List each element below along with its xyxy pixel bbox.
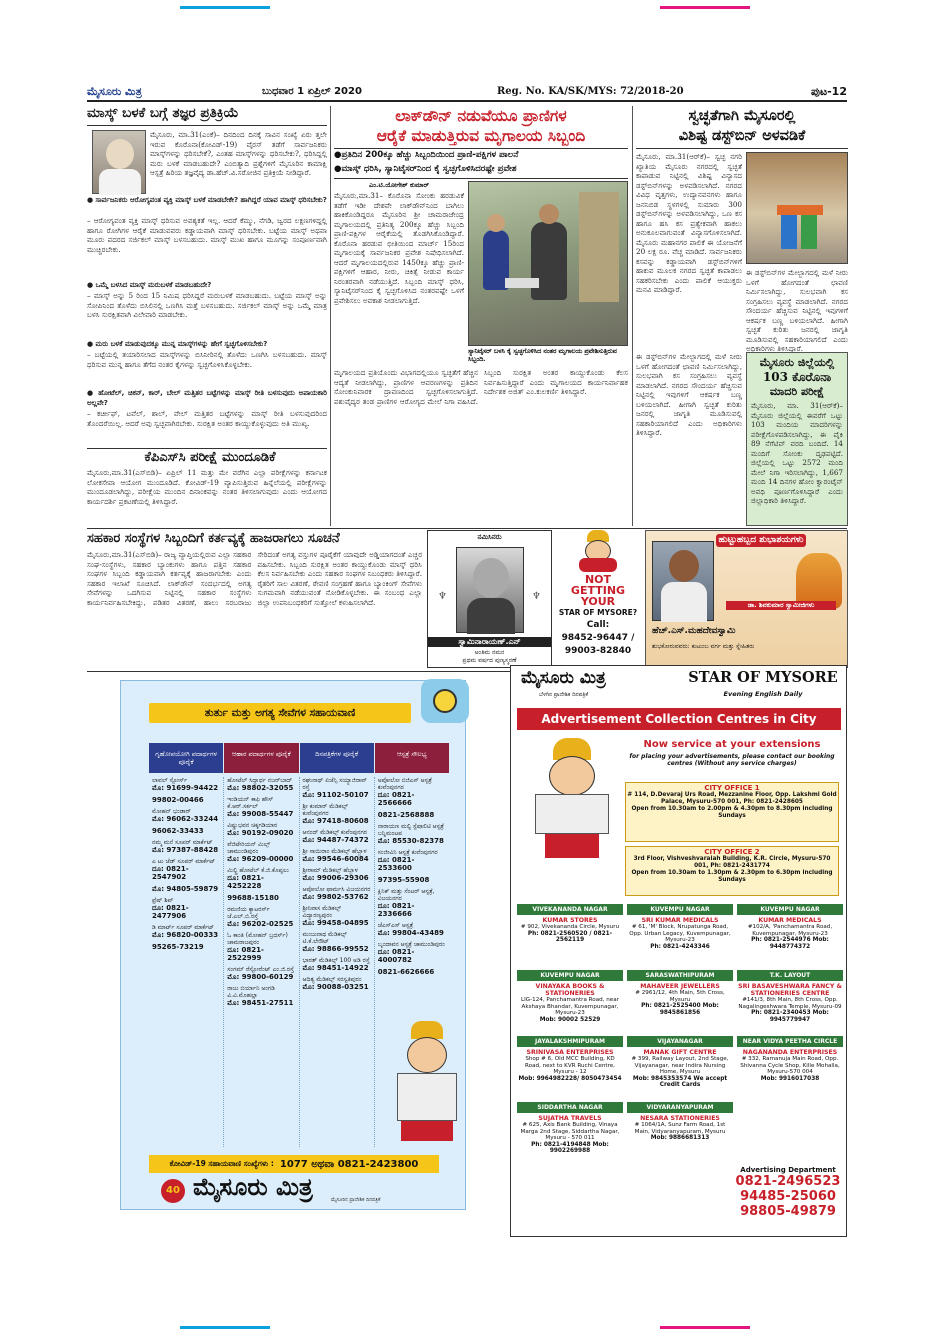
helpline-entry: [152, 827, 220, 835]
centre-addr: # 2961/12, 4th Main, 5th Cross, Mysuru: [635, 990, 725, 1003]
adv-dept-label: Advertising Department: [740, 1166, 836, 1174]
centre-name: VINAYAKA BOOKS & STATIONERIES: [535, 983, 605, 997]
mask-answer-2: – ಮಾಸ್ಕ್ ಅನ್ನು 5 ರಿಂದ 15 ನಿಮಿಷ ಧರಿಸಿದ್ದರೆ ಮರುಬಳಕೆ ಮಾಡಬಹುದು. ಬಟ್ಟೆಯ ಮಾಸ್ಕ್ ಅನ್ನು ಸೋಪಿನಿಂದ ತೊಳೆದು ಬಿಸಿಲಿನಲ್ಲಿ ಒಣಗಿಸಿ ಮತ್ತೆ ಬಳಸಬಹುದು. ಸರ್ಜಿಕಲ್ ಮಾಸ್ಕ್ ಅನ್ನು ಒಮ್ಮೆ ಮಾತ್ರ ಬಳಸಿ ಸುರಕ್ಷಿತವಾಗಿ ವಿಲೇವಾರಿ ಮಾಡಬೇಕು.: [87, 291, 327, 319]
centre-addr: #102/A, 'Panchamantra Road, Kuvempunagar, Mysuru-23: [747, 924, 833, 937]
centre-phone[interactable]: Ph: 0821-4194848 Mob: 9902269988: [531, 1141, 609, 1154]
centre-phone[interactable]: Ph: 0821-2340453 Mob: 9945779947: [751, 1010, 829, 1023]
obituary-name: ಸ್ವಾಮಿನಾರಾಯಣ್.ಎನ್: [428, 637, 551, 647]
helpline-entry-phone[interactable]: ಮೊ: 97387-88428: [152, 846, 219, 854]
helpline-entry: [303, 777, 371, 799]
centre-card: [627, 970, 733, 1034]
helpline-entry-phone[interactable]: ಮೊ: 98866-99552: [302, 945, 369, 953]
helpline-entry-name: ಮೋಹನ್ ಭಂಡಾರ್: [152, 808, 191, 815]
divider: [87, 125, 327, 126]
helpline-entry: [227, 966, 295, 981]
helpline-entry-phone[interactable]: ದೂ: 0821-4000782: [377, 948, 415, 964]
anniversary-badge: 40: [161, 1179, 185, 1203]
helpline-entry: [378, 968, 446, 976]
coop-text: ಮೈಸೂರು,ಮಾ.31(ಎಸ್‌ಬಿಡಿ)– ರಾಜ್ಯ ವ್ಯಾಪ್ತಿಯಲ್ಲಿರುವ ಎಲ್ಲಾ ಸಹಕಾರ ಸಂಘ-ಸಂಸ್ಥೆಗಳು, ಸಹಕಾರ ಬ್ಯಾಂಕುಗಳು ಹಾಗೂ ಪತ್ತಿನ ಸಹಕಾರ ಸಂಘಗಳ ಸಿಬ್ಬಂದಿ ಕಡ್ಡಾಯವಾಗಿ ಕರ್ತವ್ಯಕ್ಕೆ ಹಾಜರಾಗಬೇಕು ಎಂದು ಸಹಕಾರ ಇಲಾಖೆ ಸೂಚಿಸಿದೆ. ಲಾಕ್‌ಡೌನ್ ಸಂದರ್ಭದಲ್ಲಿ ಅಗತ್ಯ ಸೇವೆಗಳನ್ನು ಒದಗಿಸುವ ನಿಟ್ಟಿನಲ್ಲಿ ಸಹಕಾರ ಸಂಸ್ಥೆಗಳು ಕಾರ್ಯನಿರ್ವಹಿಸಬೇಕಿದ್ದು, ಪಡಿತರ ವಿತರಣೆ, ಹಾಲು ಸರಬರಾಜು ಸೇರಿದಂತೆ ಅಗತ್ಯ ವಸ್ತುಗಳ ಪೂರೈಕೆಗೆ ಯಾವುದೇ ಅಡ್ಡಿಯಾಗದಂತೆ ಎಚ್ಚರ ವಹಿಸಬೇಕು. ಸಿಬ್ಬಂದಿ ಸುರಕ್ಷಿತ ಅಂತರ ಕಾಯ್ದುಕೊಂಡು ಮಾಸ್ಕ್ ಧರಿಸಿ ಕೆಲಸ ನಿರ್ವಹಿಸಬೇಕು ಎಂದು ಸಹಕಾರ ಸಂಘಗಳ ನಿಬಂಧಕರು ತಿಳಿಸಿದ್ದಾರೆ. ರೈತರಿಗೆ ಸಾಲ ವಿತರಣೆ, ಠೇವಣಿ ಸಂಗ್ರಹಣೆ ಹಾಗೂ ಬ್ಯಾಂಕಿಂಗ್ ಸೇವೆಗಳು ಸುಗಮವಾಗಿ ನಡೆಯುವಂತೆ ನೋಡಿಕೊಳ್ಳಬೇಕು. ಈ ಸಂಬಂಧ ಎಲ್ಲಾ ಜಿಲ್ಲಾ ಉಪನಿಬಂಧಕರಿಗೆ ಸುತ್ತೋಲೆ ಕಳುಹಿಸಲಾಗಿದೆ.: [87, 550, 422, 607]
adv-dept-block: [733, 1166, 843, 1234]
helpline-title: ತುರ್ತು ಮತ್ತು ಅಗತ್ಯ ಸೇವೆಗಳ ಸಹಾಯವಾಣಿ: [204, 707, 356, 719]
helpline-entry-phone[interactable]: ಮೊ: 85530-82378: [377, 837, 444, 845]
centre-phone[interactable]: Ph: 0821-4243346: [650, 943, 710, 950]
centre-area: VIJAYANAGAR: [627, 1036, 733, 1047]
zoo-headline: [334, 106, 628, 146]
not-getting-ad: [555, 530, 641, 668]
helpline-entry-phone[interactable]: ದೂ: 0821-2522999: [227, 946, 264, 962]
helpline-entry-phone[interactable]: 95265-73219: [152, 943, 204, 951]
helpline-panel: [120, 680, 466, 1210]
kpsc-text: ಮೈಸೂರು,ಮಾ.31(ಎಸ್‌ಬಿಡಿ)– ಏಪ್ರಿಲ್ 11 ಮತ್ತು ಮೇ ವರೆಗಿನ ಎಲ್ಲಾ ಪರೀಕ್ಷೆಗಳನ್ನು ಕರ್ನಾಟಕ ಲೋಕಸೇವಾ ಆಯೋಗ ಮುಂದೂಡಿದೆ. ಕೋವಿಡ್-19 ವ್ಯಾಪಿಸುತ್ತಿರುವ ಹಿನ್ನೆಲೆಯಲ್ಲಿ ಪರೀಕ್ಷೆಗಳನ್ನು ಮುಂದೂಡಲಾಗಿದ್ದು, ಪರೀಕ್ಷೆಯ ಮುಂದಿನ ದಿನಾಂಕವನ್ನು ನಂತರ ತಿಳಿಸಲಾಗುವುದು ಎಂದು ಆಯೋಗದ ಕಾರ್ಯದರ್ಶಿ ಪ್ರಕಟಣೆಯಲ್ಲಿ ತಿಳಿಸಿದ್ದಾರೆ.: [87, 468, 327, 506]
helpline-column: [149, 777, 224, 1147]
not-getting-phone1: 98452-96447 /: [561, 633, 635, 643]
helpline-entry-phone[interactable]: ಮೊ: 96062-33244: [152, 815, 219, 823]
obituary-small: ಪ್ರಥಮ ವರ್ಷದ ಪುಣ್ಯಸ್ಮರಣೆ: [462, 657, 517, 664]
centre-card: [737, 970, 843, 1034]
helpline-entry-name: ಲಾವಲ್ ಸ್ಟೋರ್ಸ್: [152, 777, 188, 784]
helpline-entry-name: ಜೆಎಸ್‌ಎಸ್ ಆಸ್ಪತ್ರೆ: [377, 922, 414, 929]
divider: [87, 448, 327, 449]
dustbin-headline: [636, 106, 848, 146]
birthday-photo: [652, 541, 714, 621]
helpline-entry-name: ಆದಿತ್ಯ ಮೆಡಿಕಲ್ಸ್ ಸರಸ್ವತಿಪುರಂ: [302, 976, 362, 983]
centre-name: KUMAR MEDICALS: [758, 917, 822, 924]
helpline-entry-phone[interactable]: ಮೊ: 99458-04895: [302, 919, 369, 927]
birthday-title: ಹುಟ್ಟುಹಬ್ಬದ ಶುಭಾಶಯಗಳು: [716, 534, 806, 547]
zoo-deck-2: ●ಮಾಸ್ಕ್ ಧರಿಸಿ, ಸ್ಯಾನಿಟೈಸರ್‌ನಿಂದ ಕೈ ಸ್ವಚ್ಛಗೊಳಿಸಿದರಷ್ಟೇ ಪ್ರವೇಶ: [334, 164, 517, 174]
helpline-entry-name: ಶ್ರೀನಿವಾಸ ಮೆಡಿಕಲ್ಸ್ ವಿದ್ಯಾರಣ್ಯಪುರಂ: [302, 905, 342, 919]
covid-helpline-bar: [149, 1155, 439, 1173]
obituary-box: [427, 530, 552, 668]
helpline-entry: [303, 905, 371, 927]
city-office-1-hours: Open from 10.30am to 2.00pm & 4.30pm to 8.30pm including Sundays: [631, 806, 833, 820]
helpline-entry-phone[interactable]: ಮೊ: 97418-80608: [302, 817, 369, 825]
page-number: ಪುಟ-12: [810, 85, 847, 98]
helpline-entry-phone[interactable]: ಮೊ: 99008-55447: [227, 810, 294, 818]
centre-addr: # 902, Vivekananda Circle, Mysuru: [520, 924, 620, 930]
helpline-entry: [227, 841, 295, 863]
helpline-entry: [152, 885, 220, 893]
ad-logo-kn-sub: ಬೆಳಗಿನ ಪ್ರಾದೇಶಿಕ ದಿನಪತ್ರಿಕೆ: [539, 692, 589, 698]
helpline-entry: [378, 876, 446, 884]
helpline-entry-name: ಎ ಟು ಜೆಡ್ ಸೂಪರ್ ಮಾರ್ಕೆಟ್: [152, 858, 216, 865]
helpline-entry: [152, 808, 220, 823]
helpline-entry: [303, 931, 371, 953]
helpline-entry-name: ಮಂಜುನಾಥ ಮೆಡಿಕಲ್ಸ್ ಟಿ.ಕೆ.ಲೇಔಟ್: [302, 931, 347, 945]
city-office-2-title: CITY OFFICE 2: [704, 848, 760, 856]
helpline-entry-phone[interactable]: ಮೊ: 98451-27511: [227, 999, 294, 1007]
dustbin-text-2: ಈ ಡಸ್ಟ್‌ಬಿನ್‌ಗಳ ಮೇಲ್ಭಾಗದಲ್ಲಿ ಮಳೆ ನೀರು ಒಳಗೆ ಹೋಗದಂತೆ ಛಾವಣಿ ನಿರ್ಮಿಸಲಾಗಿದ್ದು, ಸುಲಭವಾಗಿ ಕಸ ಸಂಗ್ರಹಿಸಲು ವ್ಯವಸ್ಥೆ ಮಾಡಲಾಗಿದೆ. ನಗರದ ಸೌಂದರ್ಯ ಹೆಚ್ಚಿಸುವ ನಿಟ್ಟಿನಲ್ಲಿ ಇವುಗಳಿಗೆ ಆಕರ್ಷಕ ಬಣ್ಣ ಬಳಿಯಲಾಗಿದೆ. ಹೀಗಾಗಿ ಸ್ವಚ್ಛತೆ ಕುರಿತು ಜನರಲ್ಲಿ ಜಾಗೃತಿ ಮೂಡಿಸುವಲ್ಲಿ ಸಹಕಾರಿಯಾಗಲಿದೆ ಎಂದು ಅಧಿಕಾರಿಗಳು ತಿಳಿಸಿದ್ದಾರೆ.: [746, 268, 848, 352]
centre-name: SRINIVASA ENTERPRISES: [526, 1049, 614, 1056]
obituary-title: ನಮಿಸಿನರು: [477, 533, 502, 541]
helpline-entry-phone[interactable]: ದೂ: 0821-2336666: [377, 902, 415, 918]
not-getting-l1: NOT: [584, 573, 612, 586]
helpline-entry-name: ಆನಂದ್ ಮೆಡಿಕಲ್ಸ್ ಕುವೆಂಪುನಗರ: [302, 829, 367, 836]
helpline-entry-phone[interactable]: 99802-00466: [152, 796, 204, 804]
helpline-column: [300, 777, 375, 1147]
now-service-sub: for placing your advertisements, please contact our booking centres (Without any service charges): [629, 752, 835, 767]
helpline-entry: [152, 796, 220, 804]
helpline-entry-phone[interactable]: 0821-2568888: [377, 811, 435, 819]
zoo-text-b: ಮೃಗಾಲಯದ ಪ್ರತಿಯೊಂದು ವಿಭಾಗದಲ್ಲಿಯೂ ಸ್ವಚ್ಛತೆಗೆ ಹೆಚ್ಚಿನ ಆದ್ಯತೆ ನೀಡಲಾಗಿದ್ದು, ಪ್ರಾಣಿಗಳ ಆವರಣಗಳನ್ನು ಪ್ರತಿದಿನ ಸೋಂಕುನಿವಾರಕ ದ್ರಾವಣದಿಂದ ಸ್ವಚ್ಛಗೊಳಿಸಲಾಗುತ್ತಿದೆ. ಪಶುವೈದ್ಯರ ತಂಡ ಪ್ರಾಣಿಗಳ ಆರೋಗ್ಯದ ಮೇಲೆ ನಿಗಾ ವಹಿಸಿದೆ. ಸಿಬ್ಬಂದಿ ಸುರಕ್ಷಿತ ಅಂತರ ಕಾಯ್ದುಕೊಂಡು ಕೆಲಸ ನಿರ್ವಹಿಸುತ್ತಿದ್ದಾರೆ ಎಂದು ಮೃಗಾಲಯದ ಕಾರ್ಯನಿರ್ವಾಹಕ ನಿರ್ದೇಶಕ ಅಜಿತ್ ಎಂ.ಕುಲಕರ್ಣಿ ತಿಳಿಸಿದ್ದಾರೆ.: [334, 368, 628, 406]
city-office-2-addr: 3rd Floor, Vishveshvaraiah Building, K.R. Circle, Mysuru-570 001, Ph: 0821-2431774: [633, 856, 831, 870]
helpline-entry: [303, 848, 371, 863]
centre-card: [517, 1036, 623, 1100]
zoo-text-a: ಮೈಸೂರು,ಮಾ.31– ಕೊರೊನಾ ಸೋಂಕು ಹರಡುವಿಕೆ ತಡೆಗೆ ಇಡೀ ದೇಶವೇ ಲಾಕ್‌ಡೌನ್‌ನಿಂದ ಬಾಗಿಲು ಹಾಕಿಕೊಂಡಿದ್ದರೂ ಮೈಸೂರಿನ ಶ್ರೀ ಚಾಮರಾಜೇಂದ್ರ ಮೃಗಾಲಯದಲ್ಲಿ ಪ್ರತಿನಿತ್ಯ 200ಕ್ಕೂ ಹೆಚ್ಚು ಸಿಬ್ಬಂದಿ ಪ್ರಾಣಿ-ಪಕ್ಷಿಗಳ ಆರೈಕೆಯಲ್ಲಿ ತೊಡಗಿಸಿಕೊಂಡಿದ್ದಾರೆ. ಕೊರೊನಾ ಹರಡುವ ಭೀತಿಯಿಂದ ಮಾರ್ಚ್ 15ರಿಂದ ಮೃಗಾಲಯಕ್ಕೆ ಸಾರ್ವಜನಿಕರ ಪ್ರವೇಶ ನಿಷೇಧಿಸಲಾಗಿದೆ. ಆದರೆ ಮೃಗಾಲಯದಲ್ಲಿರುವ 1450ಕ್ಕೂ ಹೆಚ್ಚು ಪ್ರಾಣಿ-ಪಕ್ಷಿಗಳಿಗೆ ಆಹಾರ, ನೀರು, ಚಿಕಿತ್ಸೆ ನೀಡುವ ಕಾರ್ಯ ನಿರಂತರವಾಗಿ ನಡೆಯುತ್ತಿದೆ. ಸಿಬ್ಬಂದಿ ಮಾಸ್ಕ್ ಧರಿಸಿ, ಸ್ಯಾನಿಟೈಸರ್‌ನಿಂದ ಕೈ ಸ್ವಚ್ಛಗೊಳಿಸಿದ ನಂತರವಷ್ಟೇ ಒಳಗೆ ಪ್ರವೇಶಿಸಲು ಅವಕಾಶ ನೀಡಲಾಗುತ್ತಿದೆ.: [334, 191, 464, 305]
helpline-entry-phone[interactable]: ಮೊ: 98802-32055: [227, 784, 294, 792]
centre-card: [737, 1036, 843, 1100]
divider: [636, 148, 848, 149]
helpline-entry: [378, 823, 446, 845]
centre-card: [737, 904, 843, 968]
lamp-icon: ♆: [438, 591, 447, 602]
zoo-byline: ಎಂ.ಟಿ.ಯೋಗೇಶ್ ಕುಮಾರ್: [368, 181, 430, 189]
helpline-column: [224, 777, 299, 1147]
helpline-entry: [227, 906, 295, 928]
adv-phone-1: 0821-2496523: [735, 1174, 841, 1189]
helpline-entry: [378, 941, 446, 964]
helpline-entry-phone[interactable]: ಮೊ: 91699-94422: [152, 784, 219, 792]
divider: [334, 178, 628, 179]
centre-phone[interactable]: Mob: 90002 52529: [539, 1016, 601, 1023]
helpline-entry: [303, 886, 371, 901]
helpline-entry-phone[interactable]: ಮೊ: 90088-03251: [302, 983, 369, 991]
lamp-icon: ♆: [532, 591, 541, 602]
helpline-entry-phone[interactable]: ಮೊ: 96202-02525: [227, 920, 294, 928]
helpline-entry-phone[interactable]: ದೂ: 0821-4252228: [227, 874, 264, 890]
zoo-headline-line2: ಆರೈಕೆ ಮಾಡುತ್ತಿರುವ ಮೃಗಾಲಯ ಸಿಬ್ಬಂದಿ: [376, 127, 586, 145]
mask-answer-3: – ಬಟ್ಟೆಯಲ್ಲಿ ತಯಾರಿಸಲಾದ ಮಾಸ್ಕ್‌ಗಳನ್ನು ಬಿಸಿನೀರಿನಲ್ಲಿ ತೊಳೆದು ಒಣಗಿಸಿ ಬಳಸಬಹುದು. ಮಾಸ್ಕ್ ಧರಿಸುವ ಮುನ್ನ ಹಾಗೂ ತೆಗೆದ ನಂತರ ಕೈಗಳನ್ನು ಸ್ವಚ್ಛಗೊಳಿಸಿಕೊಳ್ಳಬೇಕು.: [87, 350, 327, 369]
helpline-entry-name: ಫ್ರೆಷ್ ಶಿಪ್: [152, 897, 174, 904]
centre-name: MAHAVEER JEWELLERS: [640, 983, 720, 990]
helpline-entry: [303, 976, 371, 991]
helpline-entry: [378, 849, 446, 872]
helpline-entry-name: ವಿಷ್ಣುಭವನ ಚಿಕ್ಕಗಡಿಯಾರ: [227, 822, 278, 829]
coop-headline: ಸಹಕಾರ ಸಂಸ್ಥೆಗಳ ಸಿಬ್ಬಂದಿಗೆ ಕರ್ತವ್ಯಕ್ಕೆ ಹಾಜರಾಗಲು ಸೂಚನೆ: [87, 531, 340, 546]
ad-logo-en-sub: Evening English Daily: [723, 690, 803, 698]
city-office-2: [625, 846, 839, 896]
centre-addr: # 1064/1A, Sunz Farm Road, 1st Main, Vidyaranyapuram, Mysuru: [634, 1122, 726, 1135]
centre-phone[interactable]: Ph: 0821-2525400 Mob: 9845861856: [641, 1003, 719, 1016]
swamiji-name: ಡಾ. ಶಿವಕುಮಾರ ಸ್ವಾಮೀಜಿಗಳು: [726, 601, 836, 610]
helpline-entry: [227, 796, 295, 818]
helpline-header: ಆಹಾರ ಪದಾರ್ಥಗಳ ಪೂರೈಕೆ: [224, 743, 298, 773]
helpline-entry: [152, 839, 220, 854]
centre-phone[interactable]: Mob: 9916017038: [760, 1075, 820, 1082]
birthday-name: ಹೆಚ್.ಎಸ್.ಮಹದೇವಸ್ವಾಮಿ: [652, 626, 736, 636]
divider: [87, 528, 847, 529]
helpline-entry-name: ಶ್ರೀ ಕುಮಾರ್ ಮೆಡಿಕಲ್ಸ್ ಕುವೆಂಪುನಗರ: [302, 803, 348, 817]
helpline-entry-name: ನಮ್ಮ ಮನೆ ಸೂಪರ್ ಮಾರ್ಕೆಟ್: [152, 839, 213, 846]
helpline-entry-name: ಶ್ರೀ ಸಾಯಿರಾಂ ಮೆಡಿಕಲ್ಸ್ ಹೆಬ್ಬಾಳ: [302, 848, 367, 855]
city-office-1-addr: # 114, D.Devaraj Urs Road, Mezzanine Floor, Opp. Lakshmi Gold Palace, Mysuru-570 001, Ph: 0821-2428605: [627, 792, 837, 806]
city-office-2-hours: Open from 10.30am to 1.30pm & 2.30pm to 6.30pm including Sundays: [631, 870, 833, 884]
helpline-entry-phone[interactable]: 99688-15180: [227, 894, 279, 902]
ad-banner: Advertisement Collection Centres in City: [517, 708, 841, 730]
centre-area: JAYALAKSHMIPURAM: [517, 1036, 623, 1047]
mascot-newspaper-icon: [525, 738, 619, 858]
helpline-entry-phone[interactable]: ಮೊ: 94805-59879: [152, 885, 219, 893]
mascot-icon: [573, 530, 623, 570]
centre-phone[interactable]: Mob: 9964982228/ 8050473454: [518, 1075, 622, 1082]
dustbin-text: ಮೈಸೂರು, ಮಾ.31(ಆರ್‌ಕೆ)– ಸ್ವಚ್ಛ ನಗರಿ ಖ್ಯಾತಿಯ ಮೈಸೂರು ನಗರದಲ್ಲಿ ಸ್ವಚ್ಛತೆ ಕಾಪಾಡುವ ನಿಟ್ಟಿನಲ್ಲಿ ವಿಶಿಷ್ಟ ವಿನ್ಯಾಸದ ಡಸ್ಟ್‌ಬಿನ್‌ಗಳನ್ನು ಅಳವಡಿಸಲಾಗಿದೆ. ನಗರದ ವಿವಿಧ ವೃತ್ತಗಳು, ಉದ್ಯಾನವನಗಳು ಹಾಗೂ ಜನನಿಬಿಡ ಸ್ಥಳಗಳಲ್ಲಿ ಸುಮಾರು 300 ಡಸ್ಟ್‌ಬಿನ್‌ಗಳನ್ನು ಅಳವಡಿಸಲಾಗಿದ್ದು, ಒಣ ಕಸ ಹಾಗೂ ಹಸಿ ಕಸ ಪ್ರತ್ಯೇಕವಾಗಿ ಹಾಕಲು ಅನುಕೂಲವಾಗುವಂತೆ ವಿನ್ಯಾಸಗೊಳಿಸಲಾಗಿದೆ. ಮೈಸೂರು ಮಹಾನಗರ ಪಾಲಿಕೆ ಈ ಯೋಜನೆಗೆ 20 ಲಕ್ಷ ರೂ. ವೆಚ್ಚ ಮಾಡಿದೆ. ಸಾರ್ವಜನಿಕರು ಕಸವನ್ನು ಕಡ್ಡಾಯವಾಗಿ ಡಸ್ಟ್‌ಬಿನ್‌ಗಳಿಗೆ ಹಾಕುವ ಮೂಲಕ ನಗರದ ಸ್ವಚ್ಛತೆ ಕಾಪಾಡಲು ಸಹಕರಿಸಬೇಕು ಎಂದು ಪಾಲಿಕೆ ಆಯುಕ್ತರು ಮನವಿ ಮಾಡಿದ್ದಾರೆ.: [636, 152, 742, 294]
helpline-entry: [227, 894, 295, 902]
now-service-block: [625, 740, 839, 780]
helpline-entry-name: ಮಿಲ್ಟ್ರಿ ಹೋಟೆಲ್ ಕೆ.ಜಿ.ಕೊಪ್ಪಲು: [227, 867, 289, 874]
helpline-entry-name: ಸಂಜೀವಿನಿ ಆಸ್ಪತ್ರೆ ಕುವೆಂಪುನಗರ: [377, 849, 438, 856]
centre-addr: # 399, Railway Layout, 2nd Stage, Vijayanagar, near Indira Nursing Home, Mysuru: [631, 1056, 729, 1075]
mascot-reading-icon: [391, 1021, 463, 1141]
mask-question-1: ● ಸಾರ್ವಜನಿಕರು ಆರೋಗ್ಯವಂತ ವ್ಯಕ್ತಿ ಮಾಸ್ಕ್ ಬಳಕೆ ಮಾಡಬೇಕೇ? ಹಾಗಿದ್ದರೆ ಯಾವ ಮಾಸ್ಕ್ ಧರಿಸಬೇಕು?: [87, 196, 327, 204]
registration-bar-magenta: [660, 1326, 750, 1329]
helpline-entry-phone[interactable]: ಮೊ: 99006-29306: [302, 874, 369, 882]
helpline-entry: [227, 777, 295, 792]
masthead-logo: ಮೈಸೂರು ಮಿತ್ರ: [87, 85, 142, 98]
doctor-photo: [92, 130, 146, 194]
helpline-entry: [378, 777, 446, 807]
zoo-deck-1: ●ಪ್ರತಿದಿನ 200ಕ್ಕೂ ಹೆಚ್ಚು ಸಿಬ್ಬಂದಿಯಿಂದ ಪ್ರಾಣಿ-ಪಕ್ಷಿಗಳ ಪಾಲನೆ: [334, 150, 519, 160]
dustbin-photo: [746, 152, 848, 264]
helpline-entry: [227, 985, 295, 1007]
tests-box: [746, 352, 848, 526]
now-service-title: Now service at your extensions: [643, 739, 821, 750]
masthead-date: ಬುಧವಾರ 1 ಏಪ್ರಿಲ್ 2020: [262, 86, 362, 97]
helpline-entry-name: ಹೋಟೆಲ್ ಸಿದ್ದಾರ್ಥ ನಜರ್‌ಬಾದ್: [227, 777, 293, 784]
kpsc-headline: ಕೆಪಿಎಸ್‌ಸಿ ಪರೀಕ್ಷೆ ಮುಂದೂಡಿಕೆ: [144, 450, 276, 465]
centre-phone[interactable]: Ph: 0821-2560520 / 0821-2562119: [527, 930, 613, 943]
ad-logo-kn: ಮೈಸೂರು ಮಿತ್ರ: [521, 668, 606, 688]
masthead-reg-no: Reg. No. KA/SK/MYS: 72/2018-20: [497, 86, 684, 97]
helpline-entry-name: ನಾರಾಯಣ ಮಲ್ಟಿ ಸ್ಪೆಷಾಲಿಟಿ ಆಸ್ಪತ್ರೆ ಬನ್ನಿಮಂಟಪ: [377, 823, 444, 837]
dustbin-headline-line2: ವಿಶಿಷ್ಟ ಡಸ್ಟ್‌ಬಿನ್ ಅಳವಡಿಕೆ: [678, 128, 806, 144]
helpline-entry-name: ಬೃಂದಾವನ ಆಸ್ಪತ್ರೆ ಚಾಮುಂಡಿಪುರಂ: [377, 941, 445, 948]
centre-name: KUMAR STORES: [542, 917, 598, 924]
city-office-1: [625, 782, 839, 842]
centre-name: MANAK GIFT CENTRE: [643, 1049, 717, 1056]
helpline-entry: [303, 829, 371, 844]
covid-helpline-numbers: 1077 ಅಥವಾ 0821-2423800: [279, 1158, 419, 1170]
phone-icon: [421, 679, 469, 723]
helpline-entry-name: ಭಾರತ್ ಮೆಡಿಕಲ್ಸ್ 100 ಅಡಿ ರಸ್ತೆ: [302, 957, 370, 964]
helpline-entry-phone[interactable]: ಮೊ: 96209-00000: [227, 855, 294, 863]
helpline-entry-name: ಅಪೋಲೋ ಬಿಜಿಎಸ್ ಆಸ್ಪತ್ರೆ ಕುವೆಂಪುನಗರ: [377, 777, 432, 791]
masthead: [87, 86, 847, 102]
not-getting-phone2: 99003-82840: [564, 646, 632, 656]
helpline-entry: [378, 922, 446, 937]
helpline-header: ಆಸ್ಪತ್ರೆ ಸೌಲಭ್ಯ: [375, 743, 449, 773]
not-getting-call: Call:: [586, 620, 610, 630]
helpline-entry: [303, 803, 371, 825]
helpline-entry-phone[interactable]: ಮೊ: 96820-00333: [152, 931, 219, 939]
helpline-entry: [303, 867, 371, 882]
helpline-entry-name: ಆಪೋಲೋ ಫಾರ್ಮಸಿ ವಿಜಯನಗರ: [302, 886, 371, 893]
helpline-entry: [378, 888, 446, 918]
mask-lead-text: ಮೈಸೂರು, ಮಾ.31(ಎಂಕೆ)– ದಿನದಿಂದ ದಿನಕ್ಕೆ ಸಾವಿನ ಸಂಖ್ಯೆ ಏರು ತ್ತಲೇ ಇರುವ ಕೊರೊನಾ(ಕೋವಿಡ್-19) ವೈರಸ್ ತಡೆಗೆ ಸಾರ್ವಜನಿಕರು ಮಾಸ್ಕ್‌ಗಳನ್ನು ಧರಿಸಬೇಕೆ?, ಎಂತಹ ಮಾಸ್ಕ್‌ಗಳನ್ನು ಧರಿಸಬೇಕು?, ಧರಿಸಿದ್ದಲ್ಲಿ ಮರು ಬಳಕೆ ಮಾಡಬಹುದೇ? ಎಂಬಿತ್ಯಾದಿ ಪ್ರಶ್ನೆಗಳಿಗೆ ಮೈಸೂರಿನ ಕಾಮಾಕ್ಷಿ ಆಸ್ಪತ್ರೆ ಹಿರಿಯ ತಜ್ಞವೈದ್ಯ ಡಾ.ಹೆಚ್.ವಿ.ಸರೋಜಿನ ಪ್ರತಿಕ್ರಿಯೆ ನೀಡಿದ್ದಾರೆ.: [150, 130, 327, 177]
not-getting-l4: STAR OF MYSORE?: [558, 608, 638, 617]
column-rule: [330, 106, 331, 526]
centre-area: SARASWATHIPURAM: [627, 970, 733, 981]
mask-answer-1: – ಆರೋಗ್ಯವಂತ ವ್ಯಕ್ತಿ ಮಾಸ್ಕ್ ಧರಿಸುವ ಅವಶ್ಯಕತೆ ಇಲ್ಲ. ಆದರೆ ಕೆಮ್ಮು, ನೆಗಡಿ, ಜ್ವರದ ಲಕ್ಷಣಗಳಿದ್ದಲ್ಲಿ ಹಾಗೂ ರೋಗಿಗಳ ಆರೈಕೆ ಮಾಡುವವರು ಕಡ್ಡಾಯವಾಗಿ ಮಾಸ್ಕ್ ಧರಿಸಬೇಕು. ಬಟ್ಟೆಯ ಮಾಸ್ಕ್ ಅಥವಾ ಮೂರು ಪದರದ ಸರ್ಜಿಕಲ್ ಮಾಸ್ಕ್ ಬಳಸಬಹುದು. ಮಾಸ್ಕ್ ಮುಖ ಹಾಗೂ ಮೂಗನ್ನು ಸಂಪೂರ್ಣವಾಗಿ ಮುಚ್ಚಿರಬೇಕು.: [87, 216, 327, 254]
helpline-entry: [152, 897, 220, 920]
helpline-header-row: [149, 743, 449, 773]
centre-area: KUVEMPU NAGAR: [627, 904, 733, 915]
centre-addr: LIG-124, Panchamantra Road, near Akshaya Bhandar, Kuvempunagar, Mysuru-23: [521, 997, 619, 1016]
centre-name: NAGANANDA ENTERPRISES: [742, 1049, 838, 1056]
centre-addr: # 332, Ramanuja Main Road, Opp. Shivanna Cycle Shop, Kille Mohalla, Mysuru-570 004: [740, 1056, 840, 1075]
dustbin-headline-line1: ಸ್ವಚ್ಛತೆಗಾಗಿ ಮೈಸೂರಲ್ಲಿ: [688, 108, 796, 124]
adv-phone-2: 94485-25060: [740, 1189, 836, 1204]
tests-text: ಮೈಸೂರು, ಮಾ. 31(ಆರ್‌ಕೆ)– ಮೈಸೂರು ಜಿಲ್ಲೆಯಲ್ಲಿ ಈವರೆಗೆ ಒಟ್ಟು 103 ಮಂದಿಯ ಮಾದರಿಗಳನ್ನು ಪರೀಕ್ಷೆಗೊಳಪಡಿಸಲಾಗಿದ್ದು, ಈ ಪೈಕಿ 89 ನೆಗೆಟಿವ್ ವರದಿ ಬಂದಿದೆ. 14 ಮಂದಿಗೆ ಸೋಂಕು ದೃಢಪಟ್ಟಿದೆ. ಜಿಲ್ಲೆಯಲ್ಲಿ ಒಟ್ಟು 2572 ಮಂದಿ ಮೇಲೆ ನಿಗಾ ಇರಿಸಲಾಗಿದ್ದು, 1,667 ಮಂದಿ 14 ದಿನಗಳ ಹೋಂ ಕ್ವಾರಂಟೈನ್ ಅವಧಿ ಪೂರ್ಣಗೊಳಿಸಿದ್ದಾರೆ ಎಂದು ಜಿಲ್ಲಾಧಿಕಾರಿ ತಿಳಿಸಿದ್ದಾರೆ.: [751, 401, 843, 505]
helpline-entry-phone[interactable]: ದೂ: 0821-2477906: [152, 904, 189, 920]
not-getting-l2: GETTING: [570, 584, 626, 597]
centre-addr: #141/3, 8th Main, 8th Cross, Opp. Nagalingeshwara Temple, Mysuru-09: [738, 997, 842, 1010]
helpline-entry-phone[interactable]: ಮೊ: 99800-60129: [227, 973, 294, 981]
helpline-header: ಗೃಹೋಪಯೋಗಿ ಪದಾರ್ಥಗಳ ಪೂರೈಕೆ: [149, 743, 223, 773]
registration-bar-cyan: [180, 1326, 270, 1329]
tests-headline-3: ಮಾದರಿ ಪರೀಕ್ಷೆ: [769, 385, 825, 398]
helpline-title-bar: [149, 703, 411, 723]
helpline-entry-phone[interactable]: ಮೊ: 99802-53762: [302, 893, 369, 901]
birthday-ad: [645, 530, 848, 668]
birthday-sub: ಶುಭಕೋರುವವರು: ಕುಟುಂಬ ವರ್ಗ ಮತ್ತು ಸ್ನೇಹಿತರು: [652, 643, 755, 650]
helpline-entry-name: ರಮಣಿಯ ಕ್ಯಾಟರರ್ಸ್ ಜೆ.ಎಲ್.ಬಿ.ರಸ್ತೆ: [227, 906, 270, 920]
helpline-entry-name: ಓ ಕಾಂತಿ (ಮೋಹನ್ ಬ್ರದರ್ಸ್) ಚಾಮರಾಜಪುರಂ: [227, 932, 288, 946]
centre-area: T.K. LAYOUT: [737, 970, 843, 981]
mask-question-3: ● ಮರು ಬಳಕೆ ಮಾಡುವುದಕ್ಕೂ ಮುನ್ನ ಮಾಸ್ಕ್‌ಗಳನ್ನು ಹೇಗೆ ಸ್ವಚ್ಛಗೊಳಿಸಬೇಕು?: [87, 340, 268, 348]
column-rule: [632, 106, 633, 526]
zoo-photo-caption: ಸ್ಯಾನಿಟೈಸರ್ ಬಳಸಿ ಕೈ ಸ್ವಚ್ಛಗೊಳಿಸಿದ ನಂತರ ಮೃಗಾಲಯ ಪ್ರವೇಶಿಸುತ್ತಿರುವ ಸಿಬ್ಬಂದಿ.: [468, 348, 617, 363]
helpline-logo: ಮೈಸೂರು ಮಿತ್ರ: [193, 1173, 313, 1201]
centre-phone[interactable]: Ph: 0821-2544976 Mob: 9448774372: [751, 937, 829, 950]
helpline-header: ದಿನಪತ್ರಿಕೆಗಳ ಪೂರೈಕೆ: [300, 743, 374, 773]
helpline-entry: [152, 858, 220, 881]
centre-card: [517, 1102, 623, 1166]
centre-name: NESARA STATIONERIES: [640, 1115, 720, 1122]
centre-addr: # 625, Axis Bank Building, Vinaya Marga 2nd Stage, Siddartha Nagar, Mysuru - 570 011: [520, 1122, 620, 1141]
helpline-entry: [227, 822, 295, 837]
helpline-entry-phone[interactable]: ಮೊ: 91102-50107: [302, 791, 369, 799]
centre-phone[interactable]: Mob: 9886681313: [650, 1135, 710, 1141]
helpline-entry-phone[interactable]: ದೂ: 0821-2547902: [152, 865, 189, 881]
centre-phone[interactable]: Mob: 9845353574 We accept Credit Cards: [632, 1075, 728, 1088]
centre-card: [517, 970, 623, 1034]
city-office-1-title: CITY OFFICE 1: [704, 784, 760, 792]
adv-phone-3: 98805-49879: [740, 1204, 836, 1219]
helpline-entry-name: ವೆಜಿಟೇರಿಯನ್ ಮಿಲ್ಸ್ ಚಾಮುಂಡಿಪುರಂ: [227, 841, 271, 855]
centre-addr: Shop # 6, Old MCC Building, KD Road, next to KVR Ruchi Centre, Mysuru - 12: [525, 1056, 615, 1075]
helpline-entry-phone[interactable]: ಮೊ: 90192-09020: [227, 829, 294, 837]
helpline-entry-name: ರಘುನಾಥ್ ಏಜೆನ್ಸಿ ಸಯ್ಯಾಜಿರಾವ್ ರಸ್ತೆ: [302, 777, 367, 791]
helpline-entry-phone[interactable]: 97395-55908: [377, 876, 430, 884]
centre-area: KUVEMPU NAGAR: [737, 904, 843, 915]
helpline-entry-name: ರಾಜು ಬಿರ್ಯಾನಿ ಅಂಗಡಿ ವಿ.ವಿ.ಮೊಹಲ್ಲಾ: [227, 985, 275, 999]
centre-card: [627, 904, 733, 968]
registration-bar-cyan: [180, 6, 270, 9]
helpline-entry-phone[interactable]: ಮೊ: 99804-43489: [377, 929, 444, 937]
mask-headline: ಮಾಸ್ಕ್ ಬಳಕೆ ಬಗ್ಗೆ ತಜ್ಞರ ಪ್ರತಿಕ್ರಿಯೆ: [87, 105, 239, 121]
centre-name: SRI KUMAR MEDICALS: [641, 917, 719, 924]
mask-answer-4: – ಕರ್ಚೀಫ್, ಟವೆಲ್, ಶಾಲ್, ವೇಲ್ ಮತ್ತಿತರ ಬಟ್ಟೆಗಳನ್ನು ಮಾಸ್ಕ್ ರೀತಿ ಬಳಸುವುದರಿಂದ ತೊಂದರೆಯಿಲ್ಲ. ಆದರೆ ಅವು ಸ್ವಚ್ಛವಾಗಿರಬೇಕು. ಸುರಕ್ಷಿತ ಅಂತರ ಕಾಯ್ದುಕೊಳ್ಳುವುದು ಅತಿ ಮುಖ್ಯ.: [87, 409, 327, 428]
centre-area: VIVEKANANDA NAGAR: [517, 904, 623, 915]
centre-card: [627, 1102, 733, 1166]
centre-area: VIDYARANYAPURAM: [627, 1102, 733, 1113]
helpline-entry-phone[interactable]: ದೂ: 0821-2533600: [377, 856, 415, 872]
zoo-photo: [468, 181, 628, 346]
helpline-entry-name: ಕ್ಲಿನಿಕ್ ಮತ್ತು ಸೆಂಟರ್ ಆಸ್ಪತ್ರೆ, ವಿಜಯನಗರ: [377, 888, 435, 902]
helpline-tagline: ಮೈಸೂರಿನ ಪ್ರಾದೇಶಿಕ ದಿನಪತ್ರಿಕೆ: [331, 1197, 381, 1203]
tests-headline-2: 103 ಕೊರೊನಾ: [762, 370, 832, 384]
centre-area: SIDDARTHA NAGAR: [517, 1102, 623, 1113]
helpline-entry-name: ಶ್ರೀರಾಮ್ ಮೆಡಿಕಲ್ಸ್ ಹೆಬ್ಬಾಳ: [302, 867, 358, 874]
tests-headline-1: ಮೈಸೂರು ಜಿಲ್ಲೆಯಲ್ಲಿ: [759, 356, 835, 369]
helpline-entry-phone[interactable]: ಮೊ: 99546-60084: [302, 855, 369, 863]
helpline-entry-phone[interactable]: ಮೊ: 94487-74372: [302, 836, 369, 844]
centre-area: KUVEMPU NAGAR: [517, 970, 623, 981]
mask-question-2: ● ಒಮ್ಮೆ ಬಳಸಿದ ಮಾಸ್ಕ್ ಮರುಬಳಕೆ ಮಾಡಬಹುದೇ?: [87, 281, 212, 289]
centre-area: NEAR VIDYA PEETHA CIRCLE: [737, 1036, 843, 1047]
helpline-entry-phone[interactable]: 96062-33433: [152, 827, 204, 835]
helpline-entry: [152, 943, 220, 951]
divider: [334, 148, 628, 149]
centre-name: SUJATHA TRAVELS: [538, 1115, 602, 1122]
dustbin-text-3: ಈ ಡಸ್ಟ್‌ಬಿನ್‌ಗಳ ಮೇಲ್ಭಾಗದಲ್ಲಿ ಮಳೆ ನೀರು ಒಳಗೆ ಹೋಗದಂತೆ ಛಾವಣಿ ನಿರ್ಮಿಸಲಾಗಿದ್ದು, ಸುಲಭವಾಗಿ ಕಸ ಸಂಗ್ರಹಿಸಲು ವ್ಯವಸ್ಥೆ ಮಾಡಲಾಗಿದೆ. ನಗರದ ಸೌಂದರ್ಯ ಹೆಚ್ಚಿಸುವ ನಿಟ್ಟಿನಲ್ಲಿ ಇವುಗಳಿಗೆ ಆಕರ್ಷಕ ಬಣ್ಣ ಬಳಿಯಲಾಗಿದೆ. ಹೀಗಾಗಿ ಸ್ವಚ್ಛತೆ ಕುರಿತು ಜನರಲ್ಲಿ ಜಾಗೃತಿ ಮೂಡಿಸುವಲ್ಲಿ ಸಹಕಾರಿಯಾಗಲಿದೆ ಎಂದು ಅಧಿಕಾರಿಗಳು ತಿಳಿಸಿದ್ದಾರೆ.: [636, 352, 742, 437]
helpline-entry-phone[interactable]: ಮೊ: 98451-14922: [302, 964, 369, 972]
helpline-entry: [152, 924, 220, 939]
helpline-entry: [303, 957, 371, 972]
centre-addr: # 61, 'M' Block, Nrupatunga Road, Opp. Urban Legacy, Kuvempunagar, Mysuru-23: [629, 924, 731, 943]
zoo-headline-line1: ಲಾಕ್‌ಡೌನ್ ನಡುವೆಯೂ ಪ್ರಾಣಿಗಳ: [395, 107, 567, 125]
registration-bar-magenta: [660, 6, 750, 9]
helpline-entry: [378, 811, 446, 819]
obituary-sub: ಅಂತಿಮ ನಮನ: [474, 649, 505, 656]
not-getting-l3: YOUR: [580, 595, 616, 608]
helpline-entry: [227, 932, 295, 962]
helpline-entry-phone[interactable]: ದೂ: 0821-2566666: [377, 791, 415, 807]
mask-question-4: ● ಹೋಟೆಲ್, ಚಿಕನ್, ಕಾರ್, ಬೇಲ್ ಮತ್ತಿತರ ಬಟ್ಟೆಗಳನ್ನು ಮಾಸ್ಕ್ ರೀತಿ ಬಳಸುವುದು ಅಪಾಯಕಾರಿ ಅಲ್ಲವೇ?: [87, 389, 327, 407]
helpline-entry-name: ಇಂಡಿಯನ್ ಕಾಫಿ ಹೌಸ್ ಕೆ.ಆರ್.ಸರ್ಕಲ್: [227, 796, 274, 810]
covid-helpline-label: ಕೋವಿಡ್-19 ಸಹಾಯವಾಣಿ ಸಂಖ್ಯೆಗಳು :: [169, 1159, 274, 1168]
helpline-entry: [152, 777, 220, 792]
helpline-entry-name: ಡಿ ಮಾರ್ಟ್ ಸೂಪರ್ ಮಾರ್ಕೆಟ್: [152, 924, 215, 931]
ad-centres-panel: [510, 665, 847, 1237]
obituary-photo: [456, 547, 524, 633]
helpline-entry-phone[interactable]: 0821-6626666: [377, 968, 435, 976]
helpline-entry: [227, 867, 295, 890]
centre-card: [517, 904, 623, 968]
centre-card: [627, 1036, 733, 1100]
helpline-entry-name: ಸಂಗಮ್ ರೆಸ್ಟೋರೆಂಟ್ ಎಂ.ಜಿ.ರಸ್ತೆ: [227, 966, 295, 973]
ad-logo-en: STAR OF MYSORE: [688, 669, 838, 686]
centre-name: SRI BASAVESHWARA FANCY & STATIONERIES CENTRE: [738, 983, 842, 997]
